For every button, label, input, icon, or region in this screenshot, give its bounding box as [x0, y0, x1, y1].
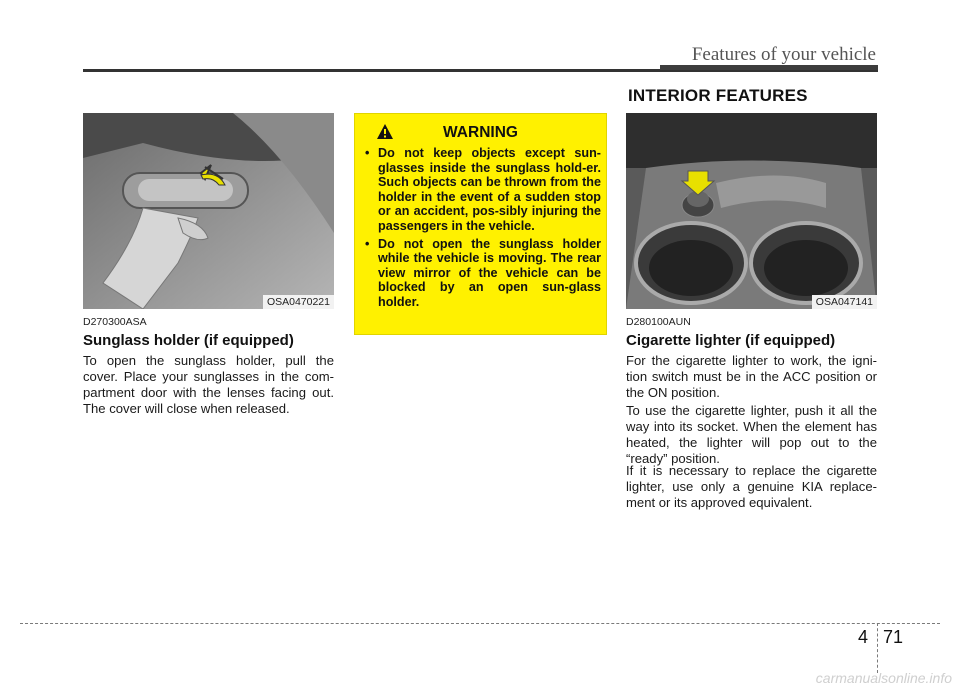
footer-rule: [20, 623, 940, 624]
warning-title: WARNING: [443, 124, 518, 141]
warning-item-text: Do not open the sunglass holder while the vehicle is moving. The rear view mirror of the vehicle can be blocked by an open sun-glass holder.: [378, 236, 601, 309]
chapter-number: 4: [858, 627, 869, 647]
warning-item: [363, 237, 601, 310]
watermark: carmanualsonline.info: [815, 670, 952, 686]
bullet: •: [365, 146, 370, 160]
warning-item-text: Do not keep objects except sun-glasses inside the sunglass hold-er. Such objects can be thrown from the holder in the event of a sudden stop or an accident, pos-sibly injuring the passengers in the vehicle.: [378, 146, 601, 233]
bullet: •: [365, 236, 370, 251]
warning-list: [363, 146, 601, 313]
section-code: D270300ASA: [83, 316, 147, 328]
lighter-paragraph-3: If it is necessary to replace the cigarette lighter, use only a genuine KIA replace-ment or its approved equivalent.: [626, 463, 877, 510]
sunglass-holder-photo: [83, 113, 334, 309]
page-number: 71: [883, 627, 904, 647]
cigarette-lighter-photo: [626, 113, 877, 309]
header-rule-accent: [660, 65, 878, 70]
cigarette-lighter-heading: Cigarette lighter (if equipped): [626, 332, 836, 349]
lighter-paragraph-2: To use the cigarette lighter, push it all the way into its socket. When the element has heated, the lighter will pop out to the “ready” position.: [626, 403, 877, 466]
footer-divider: [877, 623, 878, 673]
photo-caption: OSA047141: [812, 295, 877, 309]
running-header: Features of your vehicle: [691, 44, 876, 65]
warning-item: [363, 146, 601, 234]
lighter-paragraph-1: For the cigarette lighter to work, the igni-tion switch must be in the ACC position or the ON position.: [626, 353, 877, 400]
warning-box: [354, 113, 607, 335]
sunglass-heading: Sunglass holder (if equipped): [83, 332, 294, 349]
section-code: D280100AUN: [626, 316, 691, 328]
photo-caption: OSA0470221: [263, 295, 334, 309]
section-title: INTERIOR FEATURES: [628, 86, 808, 105]
sunglass-body: To open the sunglass holder, pull the cover. Place your sunglasses in the com-partment door with the lenses facing out. The cover will close when released.: [83, 353, 334, 416]
